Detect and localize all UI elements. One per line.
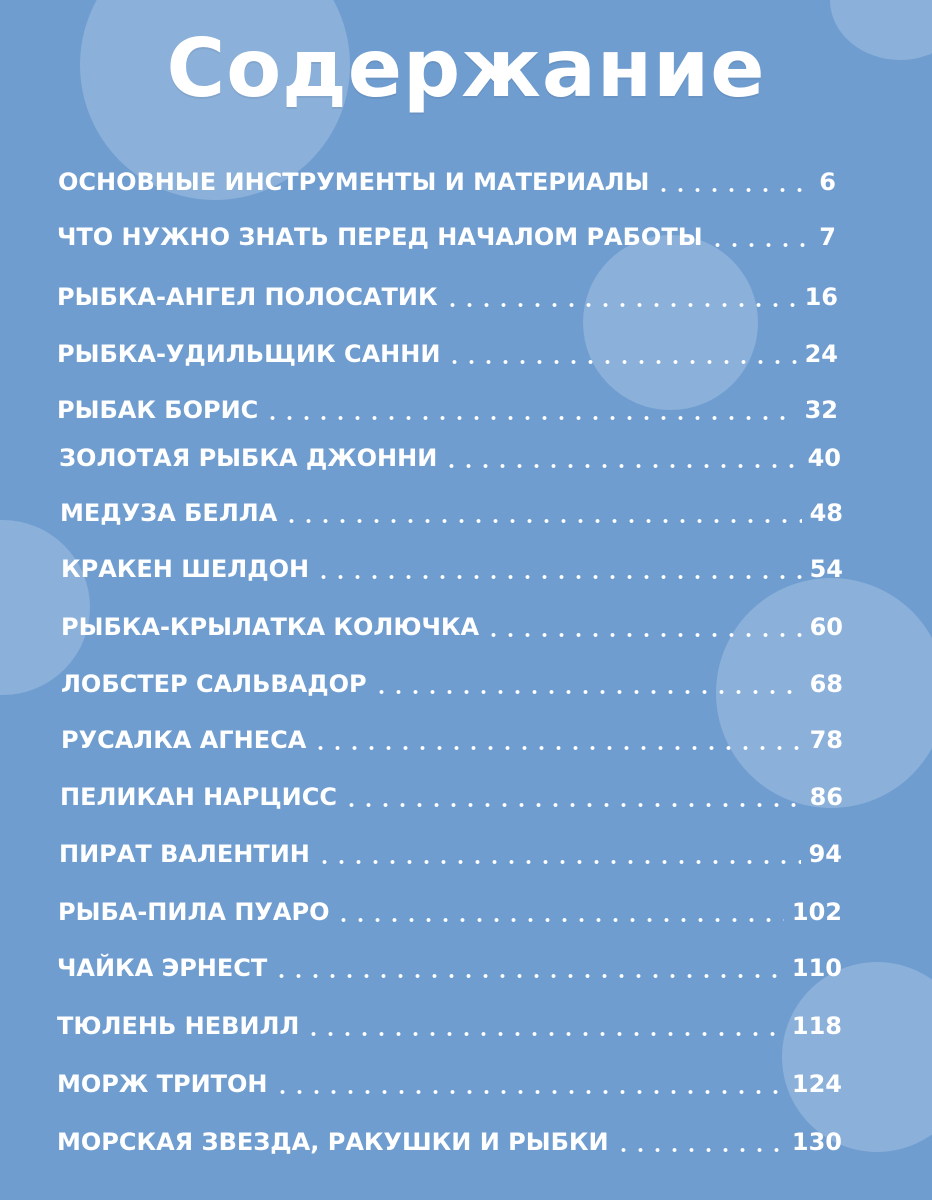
dot-leader xyxy=(443,464,799,468)
dot-leader xyxy=(305,1032,784,1036)
toc-entry-page: 54 xyxy=(809,555,843,583)
dot-leader xyxy=(264,416,796,420)
toc-entry-label: РЫБКА-АНГЕЛ ПОЛОСАТИК xyxy=(57,283,438,311)
dot-leader xyxy=(615,1148,784,1152)
dot-leader xyxy=(335,918,783,922)
toc-entry xyxy=(61,552,843,586)
toc-entry-label: МОРСКАЯ ЗВЕЗДА, РАКУШКИ И РЫБКИ xyxy=(57,1128,609,1156)
dot-leader xyxy=(446,360,796,364)
toc-entry-page: 16 xyxy=(804,283,838,311)
toc-entry-label: РЫБА-ПИЛА ПУАРО xyxy=(58,898,330,926)
toc-entry-label: РЫБАК БОРИС xyxy=(57,396,259,424)
toc-entry-page: 130 xyxy=(791,1128,842,1156)
dot-leader xyxy=(373,690,802,694)
toc-entry xyxy=(60,780,843,814)
toc-entry-label: РЫБКА-УДИЛЬЩИК САННИ xyxy=(57,340,441,368)
toc-entry-label: РУСАЛКА АГНЕСА xyxy=(61,726,307,754)
toc-entry-page: 124 xyxy=(791,1070,842,1098)
toc-entry xyxy=(59,441,841,475)
toc-entry xyxy=(57,220,836,254)
dot-leader xyxy=(274,1090,784,1094)
toc-entry-page: 7 xyxy=(819,223,836,251)
toc-entry-label: МЕДУЗА БЕЛЛА xyxy=(60,499,278,527)
toc-entry-page: 68 xyxy=(809,670,843,698)
dot-leader xyxy=(485,633,801,637)
toc-entry-page: 60 xyxy=(809,613,843,641)
toc-entry xyxy=(61,610,843,644)
toc-entry xyxy=(61,723,843,757)
toc-entry-label: РЫБКА-КРЫЛАТКА КОЛЮЧКА xyxy=(61,613,480,641)
toc-entry xyxy=(57,951,842,985)
toc-entry xyxy=(58,895,842,929)
toc-entry-label: ЧТО НУЖНО ЗНАТЬ ПЕРЕД НАЧАЛОМ РАБОТЫ xyxy=(57,223,703,251)
page-title: Содержание xyxy=(166,22,766,115)
toc-entry-page: 102 xyxy=(791,898,842,926)
toc-entry-page: 40 xyxy=(807,444,841,472)
toc-entry-page: 48 xyxy=(809,499,843,527)
dot-leader xyxy=(655,188,811,192)
toc-entry-label: ТЮЛЕНЬ НЕВИЛЛ xyxy=(57,1012,300,1040)
dot-leader xyxy=(444,303,797,307)
toc-entry xyxy=(57,1009,842,1043)
toc-entry-page: 86 xyxy=(809,783,843,811)
dot-leader xyxy=(316,860,801,864)
toc-entry-page: 118 xyxy=(791,1012,842,1040)
toc-entry xyxy=(61,667,843,701)
dot-leader xyxy=(283,519,801,523)
toc-entry-label: ЗОЛОТАЯ РЫБКА ДЖОННИ xyxy=(59,444,438,472)
dot-leader xyxy=(709,243,812,247)
dot-leader xyxy=(315,575,802,579)
toc-entry-page: 78 xyxy=(809,726,843,754)
toc-entry xyxy=(57,1067,842,1101)
toc-entry-page: 110 xyxy=(791,954,842,982)
toc-entry-label: ПИРАТ ВАЛЕНТИН xyxy=(59,840,310,868)
toc-entry xyxy=(58,165,836,199)
toc-entry-label: ЧАЙКА ЭРНЕСТ xyxy=(57,954,268,982)
toc-entry-label: ЛОБСТЕР САЛЬВАДОР xyxy=(61,670,367,698)
toc-entry xyxy=(57,393,838,427)
toc-entry-page: 94 xyxy=(808,840,842,868)
toc-entry-page: 24 xyxy=(804,340,838,368)
toc-entry xyxy=(57,1125,842,1159)
toc-entry xyxy=(59,837,842,871)
toc-entry-page: 32 xyxy=(804,396,838,424)
toc-entry-label: ПЕЛИКАН НАРЦИСС xyxy=(60,783,337,811)
toc-entry-label: ОСНОВНЫЕ ИНСТРУМЕНТЫ И МАТЕРИАЛЫ xyxy=(58,168,650,196)
toc-entry xyxy=(57,280,838,314)
toc-entry xyxy=(60,496,843,530)
toc-entry-label: МОРЖ ТРИТОН xyxy=(57,1070,268,1098)
dot-leader xyxy=(273,974,784,978)
toc-entry-page: 6 xyxy=(819,168,836,196)
toc-entry xyxy=(57,337,838,371)
toc-entry-label: КРАКЕН ШЕЛДОН xyxy=(61,555,310,583)
dot-leader xyxy=(343,803,802,807)
dot-leader xyxy=(312,746,801,750)
